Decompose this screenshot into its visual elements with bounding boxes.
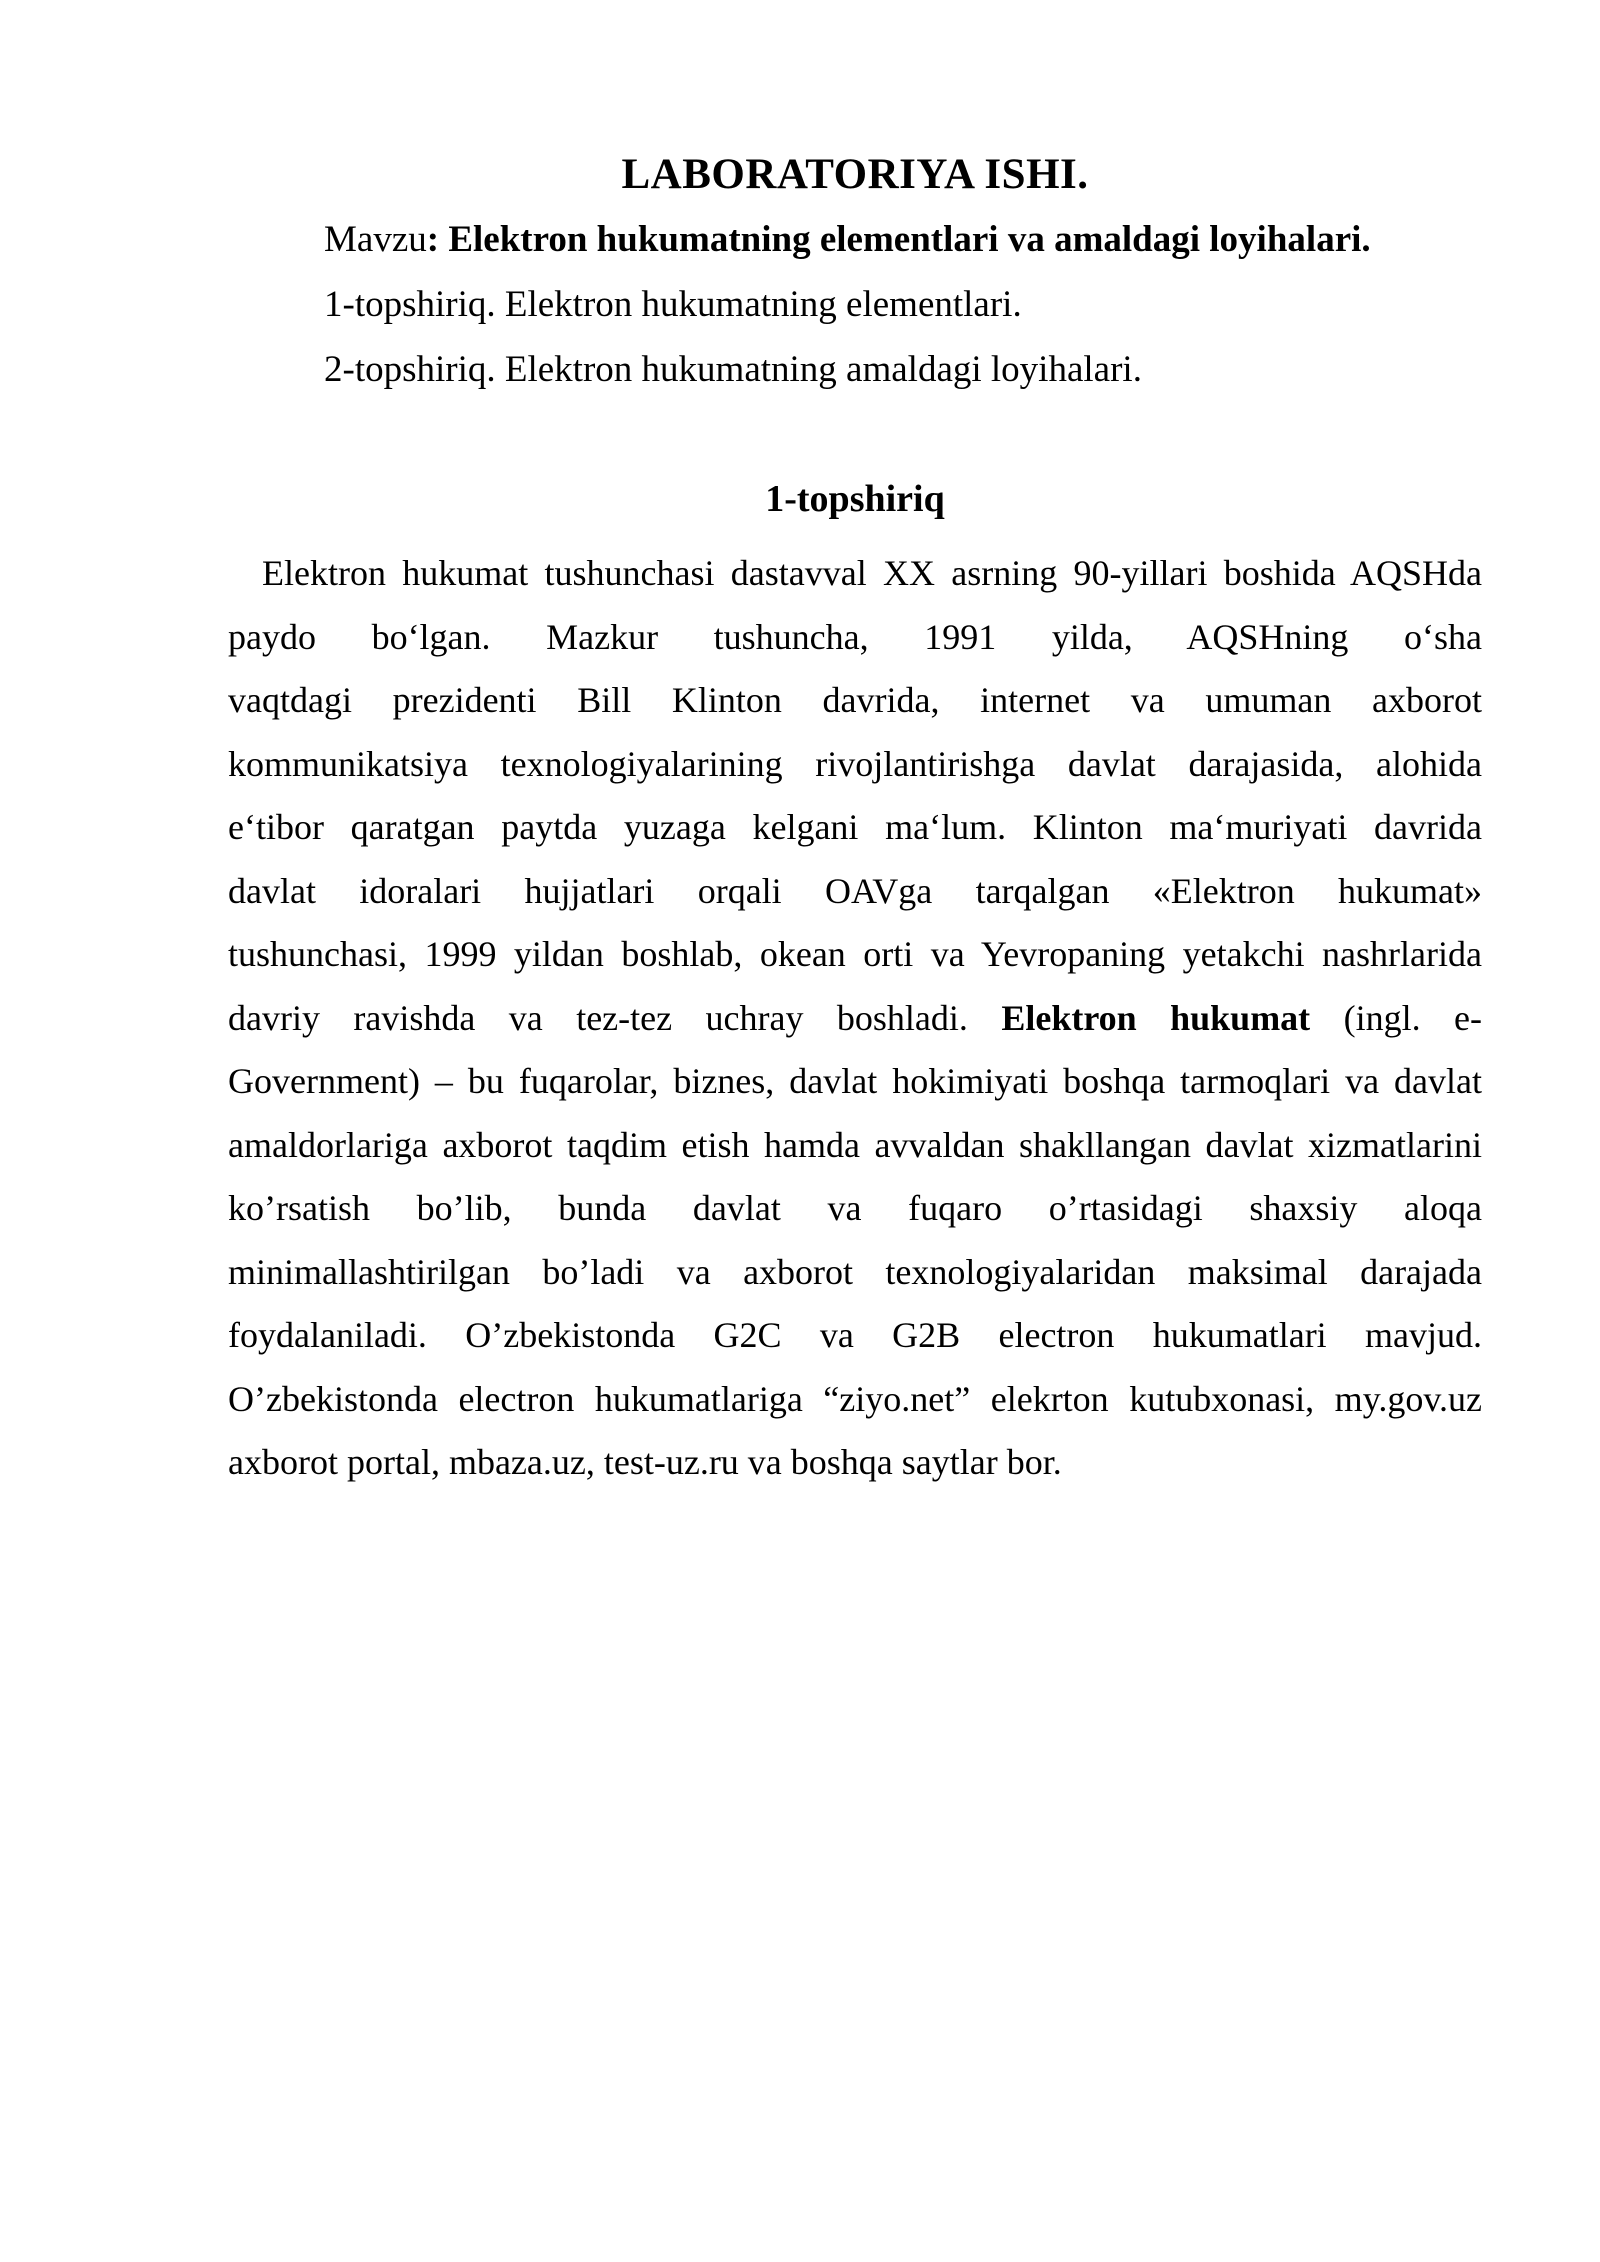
document-title: LABORATORIYA ISHI. xyxy=(621,151,1089,198)
mavzu-topic-bold: : Elektron hukumatning elementlari va amaldagi loyihalari. xyxy=(426,219,1371,260)
paragraph-line-segment: davriy ravishda va tez-tez uchray boshladi. xyxy=(228,997,1002,1038)
paragraph-line: paydo bo‘lgan. Mazkur tushuncha, 1991 yilda, AQSHning o‘sha xyxy=(228,616,1482,657)
paragraph-line: Elektron hukumat tushunchasi dastavval XX asrning 90-yillari boshida AQSHda xyxy=(262,553,1482,593)
task-1-line: 1-topshiriq. Elektron hukumatning elementlari. xyxy=(324,284,1022,325)
paragraph-line: ko’rsatish bo’lib, bunda davlat va fuqaro o’rtasidagi shaxsiy aloqa xyxy=(228,1188,1482,1228)
section-heading: 1-topshiriq xyxy=(765,478,945,520)
paragraph-line: O’zbekistonda electron hukumatlariga “ziyo.net” elekrton kutubxonasi, my.gov.uz xyxy=(228,1378,1482,1419)
paragraph-line: e‘tibor qaratgan paytda yuzaga kelgani ma‘lum. Klinton ma‘muriyati davrida xyxy=(228,807,1482,847)
paragraph-line: minimallashtirilgan bo’ladi va axborot texnologiyalaridan maksimal darajada xyxy=(228,1251,1482,1292)
bold-term: Elektron hukumat xyxy=(1001,997,1311,1038)
paragraph-line: amaldorlariga axborot taqdim etish hamda avvaldan shakllangan davlat xizmatlarini xyxy=(228,1124,1482,1165)
blank-line xyxy=(228,402,1482,467)
mavzu-line xyxy=(228,207,1482,272)
task-2-line: 2-topshiriq. Elektron hukumatning amaldagi loyihalari. xyxy=(324,349,1142,390)
paragraph-line: foydalaniladi. O’zbekistonda G2C va G2B electron hukumatlari mavjud. xyxy=(228,1315,1482,1355)
body-paragraph xyxy=(228,542,1482,1495)
paragraph-line: vaqtdagi prezidenti Bill Klinton davrida, internet va umuman axborot xyxy=(228,680,1482,720)
mavzu-label: Mavzu xyxy=(324,219,427,260)
paragraph-line-segment: (ingl. e- xyxy=(1310,997,1482,1038)
paragraph-line: kommunikatsiya texnologiyalarining rivojlantirishga davlat darajasida, alohida xyxy=(228,743,1482,784)
paragraph-line: Government) – bu fuqarolar, biznes, davlat hokimiyati boshqa tarmoqlari va davlat xyxy=(228,1061,1482,1101)
paragraph-line: axborot portal, mbaza.uz, test-uz.ru va boshqa saytlar bor. xyxy=(228,1442,1062,1482)
paragraph-line xyxy=(228,987,1482,1051)
paragraph-line: tushunchasi, 1999 yildan boshlab, okean orti va Yevropaning yetakchi nashrlarida xyxy=(228,934,1482,974)
paragraph-line: davlat idoralari hujjatlari orqali OAVga tarqalgan «Elektron hukumat» xyxy=(228,870,1482,911)
